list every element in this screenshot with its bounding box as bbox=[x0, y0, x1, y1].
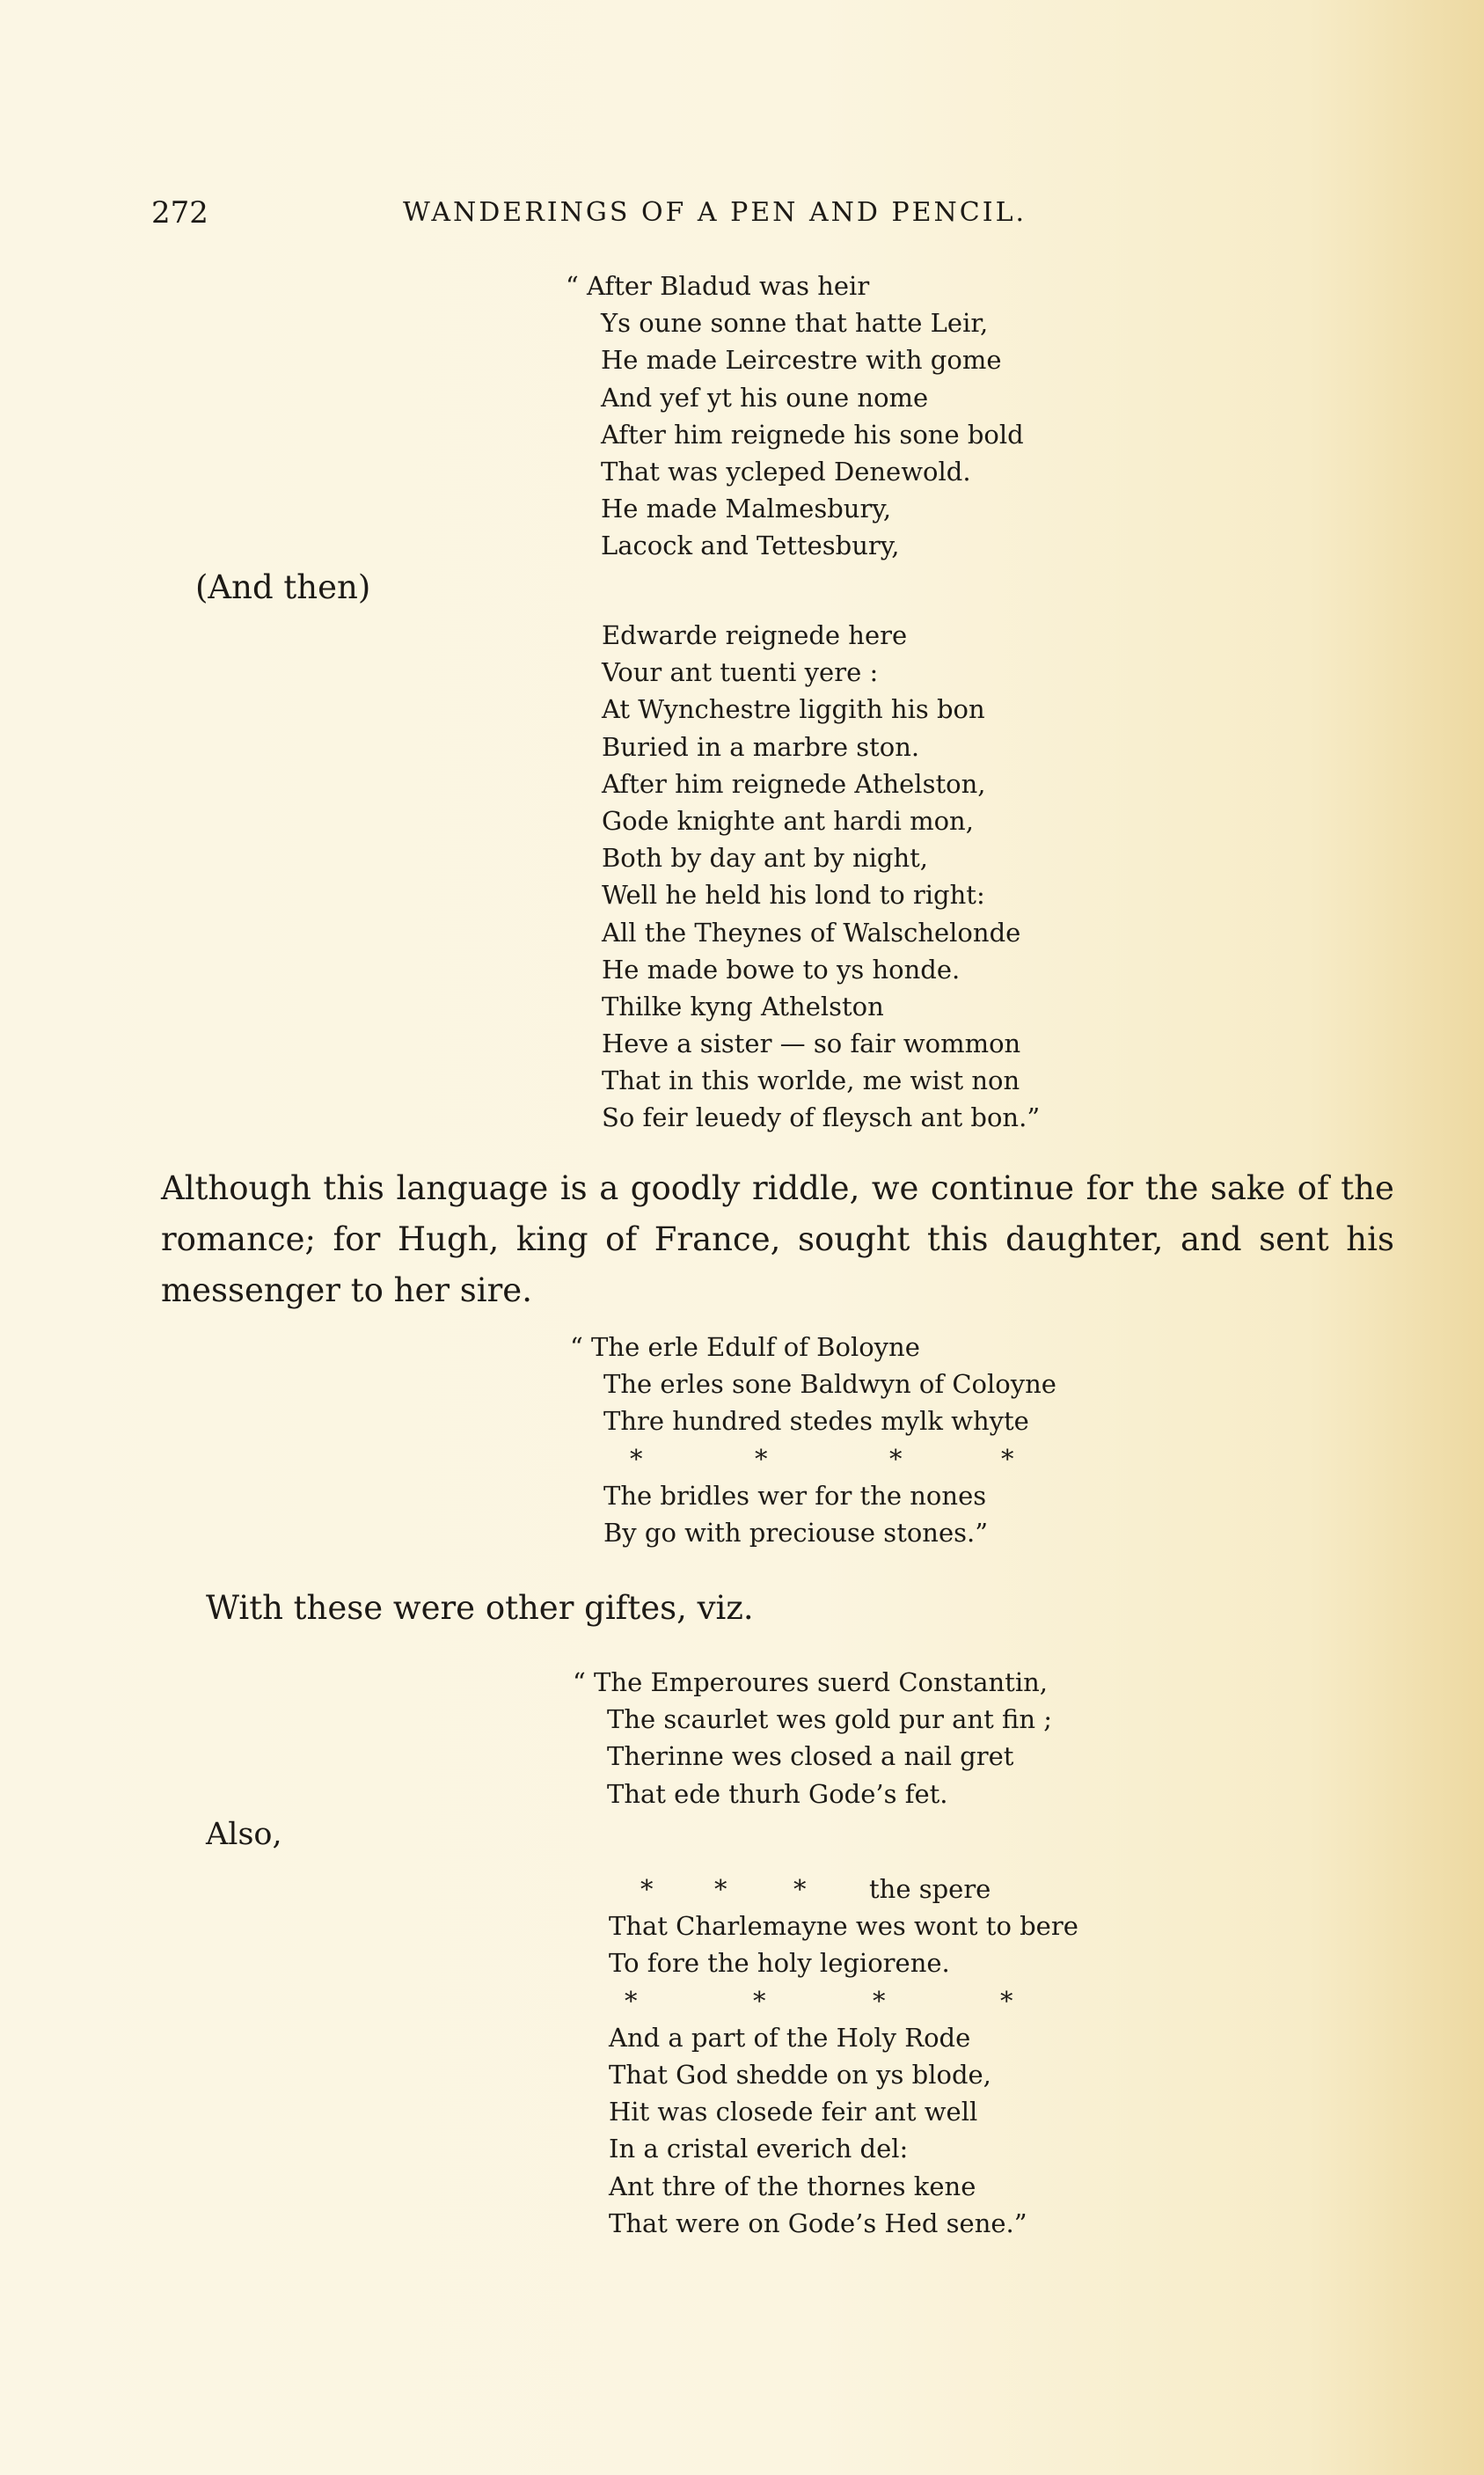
word: king bbox=[515, 1220, 588, 1258]
word: we bbox=[871, 1169, 919, 1207]
word: and bbox=[1180, 1220, 1242, 1258]
verse-line: Both by day ant by night, bbox=[602, 843, 929, 874]
verse-line: That God shedde on ys blode, bbox=[609, 2059, 991, 2090]
asterisk: * bbox=[640, 1874, 654, 1904]
verse-line: Edwarde reignede here bbox=[602, 620, 908, 650]
word: is bbox=[559, 1169, 588, 1207]
ellipsis-asterisks-with-text bbox=[609, 1871, 1078, 1908]
asterisk: * bbox=[1000, 1985, 1013, 2016]
verse-line: So feir leuedy of fleysch ant bon.” bbox=[602, 1102, 1041, 1133]
verse-line: That was ycleped Denewold. bbox=[601, 456, 971, 487]
asterisk: * bbox=[873, 1985, 886, 2016]
asterisk: * bbox=[753, 1985, 766, 2016]
word: for bbox=[1086, 1169, 1134, 1207]
verse-line: Ys oune sonne that hatte Leir, bbox=[601, 308, 989, 339]
word: goodly bbox=[630, 1169, 741, 1207]
verse-block-5 bbox=[609, 1871, 1078, 2242]
verse-line: That were on Gode’s Hed sene.” bbox=[609, 2208, 1027, 2238]
word: the bbox=[1144, 1169, 1199, 1207]
asterisk: * bbox=[889, 1443, 903, 1474]
word: continue bbox=[930, 1169, 1075, 1207]
word: sake bbox=[1210, 1169, 1286, 1207]
word: daughter, bbox=[1005, 1220, 1164, 1258]
verse-line: At Wynchestre liggith his bon bbox=[602, 694, 985, 725]
word: romance; bbox=[161, 1220, 317, 1258]
verse-block-1 bbox=[566, 267, 1024, 565]
verse-line: He made bowe to ys honde. bbox=[602, 954, 961, 985]
prose-line-last: messenger to her sire. bbox=[161, 1271, 532, 1309]
verse-line: Well he held his lond to right: bbox=[602, 880, 985, 911]
verse-line: Hit was closede feir ant well bbox=[609, 2097, 978, 2127]
verse-line: Gode knighte ant hardi mon, bbox=[602, 805, 974, 836]
verse-fragment: the spere bbox=[869, 1874, 991, 1904]
asterisk: * bbox=[1001, 1443, 1014, 1474]
page-number: 272 bbox=[151, 195, 208, 231]
word: for bbox=[333, 1220, 381, 1258]
verse-block-2 bbox=[602, 617, 1040, 1137]
word: sought bbox=[797, 1220, 910, 1258]
verse-line: And yef yt his oune nome bbox=[601, 382, 929, 413]
verse-line: “ The erle Edulf of Boloyne bbox=[570, 1332, 920, 1362]
prose-paragraph-1 bbox=[161, 1163, 1394, 1316]
asterisk: * bbox=[630, 1443, 643, 1474]
verse-line: The scaurlet wes gold pur ant fin ; bbox=[607, 1704, 1052, 1735]
verse-line: Ant thre of the thornes kene bbox=[609, 2171, 976, 2201]
verse-line: Heve a sister — so fair wommon bbox=[602, 1029, 1021, 1059]
word: Hugh, bbox=[397, 1220, 500, 1258]
verse-block-3 bbox=[570, 1329, 1056, 1551]
asterisk: * bbox=[755, 1443, 768, 1474]
verse-line: Thre hundred stedes mylk whyte bbox=[603, 1406, 1029, 1437]
word: of bbox=[605, 1220, 638, 1258]
verse-line: All the Theynes of Walschelonde bbox=[602, 917, 1021, 948]
verse-line: In a cristal everich del: bbox=[609, 2134, 909, 2164]
verse-line: Buried in a marbre ston. bbox=[602, 731, 920, 762]
verse-line: The bridles wer for the nones bbox=[603, 1480, 987, 1511]
asterisk: * bbox=[625, 1985, 638, 2016]
word: this bbox=[323, 1169, 384, 1207]
margin-note-also: Also, bbox=[206, 1817, 282, 1852]
verse-line: By go with preciouse stones.” bbox=[603, 1517, 989, 1548]
asterisk: * bbox=[714, 1874, 727, 1904]
word: a bbox=[599, 1169, 619, 1207]
verse-line: “ After Bladud was heir bbox=[566, 271, 870, 301]
verse-line: The erles sone Baldwyn of Coloyne bbox=[603, 1369, 1056, 1400]
ellipsis-asterisks bbox=[609, 1982, 1078, 2019]
prose-line-justified bbox=[161, 1163, 1394, 1214]
verse-line: After him reignede Athelston, bbox=[602, 768, 986, 799]
word: language bbox=[396, 1169, 549, 1207]
asterisk: * bbox=[793, 1874, 807, 1904]
verse-line: To fore the holy legiorene. bbox=[609, 1948, 950, 1979]
ellipsis-asterisks bbox=[570, 1440, 1056, 1477]
word: sent bbox=[1259, 1220, 1329, 1258]
prose-line-justified bbox=[161, 1214, 1394, 1265]
verse-line: That ede thurh Gode’s fet. bbox=[607, 1778, 948, 1809]
verse-line: He made Malmesbury, bbox=[601, 494, 892, 524]
word: this bbox=[927, 1220, 989, 1258]
word: his bbox=[1346, 1220, 1394, 1258]
running-title: WANDERINGS OF A PEN AND PENCIL. bbox=[403, 197, 1027, 228]
verse-line: Thilke kyng Athelston bbox=[602, 991, 884, 1021]
verse-line: Vour ant tuenti yere : bbox=[602, 657, 879, 688]
verse-line: After him reignede his sone bold bbox=[601, 419, 1024, 450]
word: Although bbox=[161, 1169, 311, 1207]
verse-line: “ The Emperoures suerd Constantin, bbox=[573, 1667, 1048, 1697]
verse-line: He made Leircestre with gome bbox=[601, 345, 1002, 376]
word: riddle, bbox=[751, 1169, 860, 1207]
verse-line: That Charlemayne wes wont to bere bbox=[609, 1911, 1078, 1942]
verse-line: That in this worlde, me wist non bbox=[602, 1065, 1020, 1096]
word: the bbox=[1341, 1169, 1394, 1207]
prose-paragraph-2: With these were other giftes, viz. bbox=[206, 1589, 754, 1627]
verse-line: Lacock and Tettesbury, bbox=[601, 531, 900, 561]
word: France, bbox=[654, 1220, 781, 1258]
word: of bbox=[1297, 1169, 1329, 1207]
margin-note-and-then: (And then) bbox=[195, 568, 371, 606]
verse-line: Therinne wes closed a nail gret bbox=[607, 1741, 1014, 1772]
verse-line: And a part of the Holy Rode bbox=[609, 2022, 971, 2053]
verse-block-4 bbox=[573, 1664, 1052, 1812]
